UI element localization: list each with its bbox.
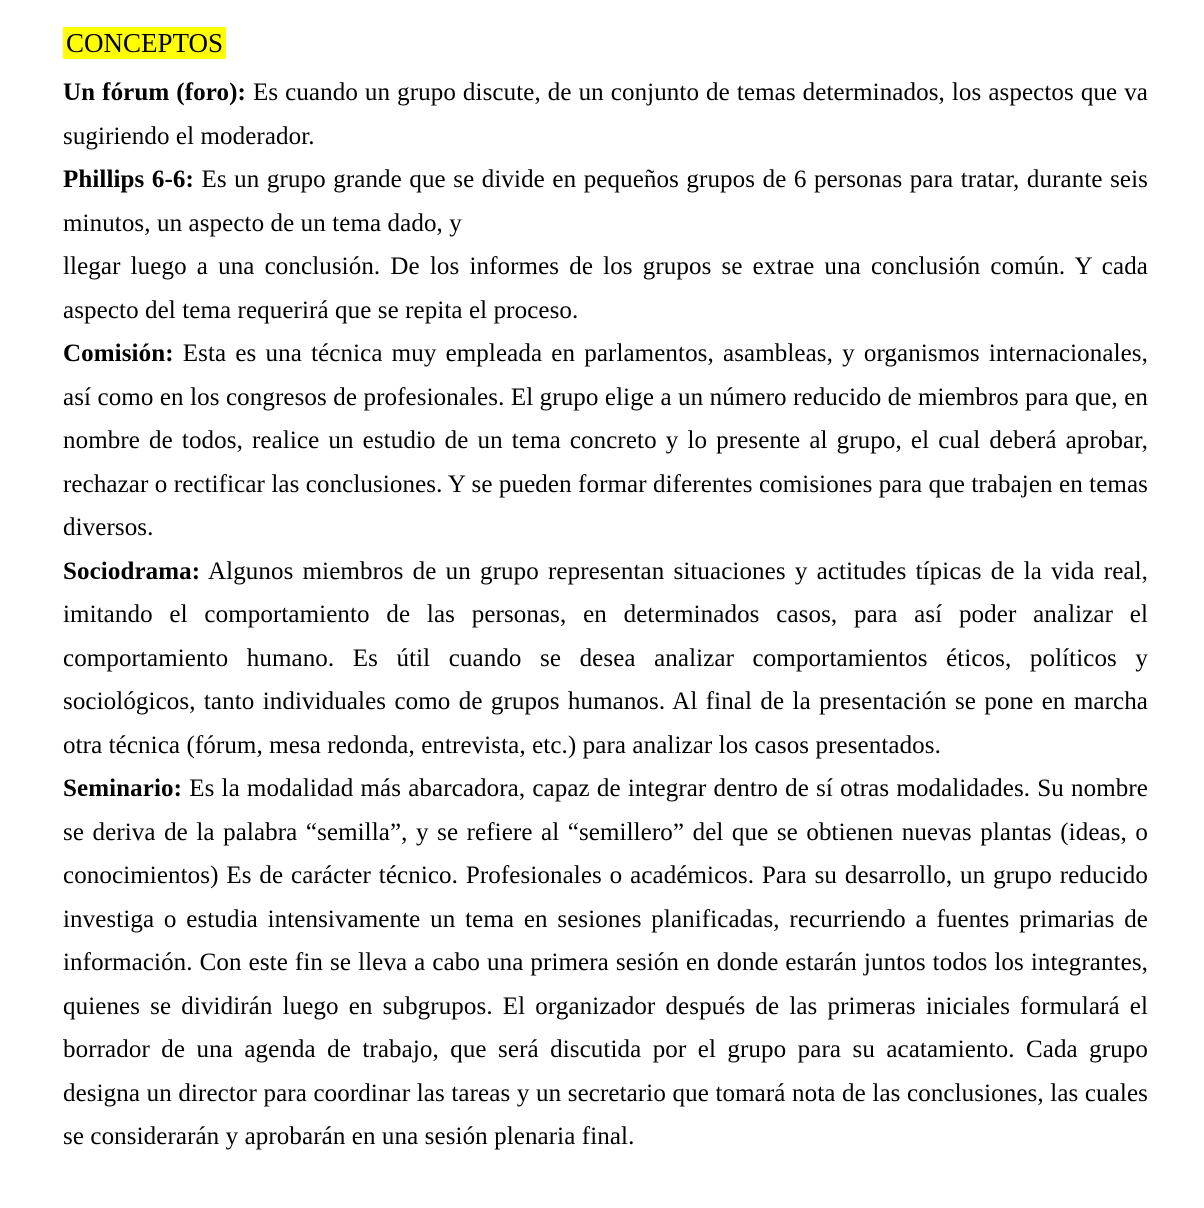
paragraph-text: Es la modalidad más abarcadora, capaz de integrar dentro de sí otras modalidades. Su nombre se deriva de la palabra “semilla”, y se refiere al “semillero” del que se obtienen nuevas plantas (ideas, o conocimientos) Es de carácter técnico. Profesionales o académicos. Para su desarrollo, un grupo reducido investiga o estudia intensivamente un tema en sesiones planificadas, recurriendo a fuentes primarias de información. Con este fin se lleva a cabo una primera sesión en donde estarán juntos todos los integrantes, quienes se dividirán luego en subgrupos. El organizador después de las primeras iniciales formulará el borrador de una agenda de trabajo, que será discutida por el grupo para su acatamiento. Cada grupo designa un director para coordinar las tareas y un secretario que tomará nota de las conclusiones, las cuales se considerarán y aprobarán en una sesión plenaria final. [63, 775, 1148, 1150]
paragraph-phillips [63, 158, 1148, 245]
paragraph-text: Algunos miembros de un grupo representan situaciones y actitudes típicas de la vida real, imitando el comportamiento de las personas, en determinados casos, para así poder analizar el comportamiento humano. Es útil cuando se desea analizar comportamientos éticos, políticos y sociológicos, tanto individuales como de grupos humanos. Al final de la presentación se pone en marcha otra técnica (fórum, mesa redonda, entrevista, etc.) para analizar los casos presentados. [63, 557, 1148, 759]
paragraph-text: Es cuando un grupo discute, de un conjunto de temas determinados, los aspectos que va sugiriendo el moderador. [63, 79, 1149, 150]
paragraph-text: Es un grupo grande que se divide en pequeños grupos de 6 personas para tratar, durante seis minutos, un aspecto de un tema dado, y [63, 166, 1148, 237]
paragraph-text: Esta es una técnica muy empleada en parlamentos, asambleas, y organismos internacionales, así como en los congresos de profesionales. El grupo elige a un número reducido de miembros para que, en nombre de todos, realice un estudio de un tema concreto y lo presente al grupo, el cual deberá aprobar, rechazar o rectificar las conclusiones. Y se pueden formar diferentes comisiones para que trabajen en temas diversos. [63, 340, 1148, 541]
paragraph-comision [63, 332, 1148, 550]
term-label-phillips: Phillips 6-6: [63, 166, 194, 193]
term-label-seminario: Seminario: [63, 775, 183, 802]
page-title: CONCEPTOS [63, 27, 226, 59]
paragraph-text: llegar luego a una conclusión. De los informes de los grupos se extrae una conclusión común. Y cada aspecto del tema requerirá que se repita el proceso. [63, 253, 1148, 324]
paragraph-forum [63, 71, 1148, 158]
term-label-forum: Un fórum (foro): [63, 79, 246, 106]
paragraph-seminario [63, 767, 1148, 1159]
paragraph-phillips-continuation [63, 245, 1148, 332]
term-label-comision: Comisión: [63, 340, 174, 367]
term-label-sociodrama: Sociodrama: [63, 557, 201, 585]
page-title-line [63, 22, 1148, 65]
paragraph-sociodrama [63, 550, 1148, 768]
